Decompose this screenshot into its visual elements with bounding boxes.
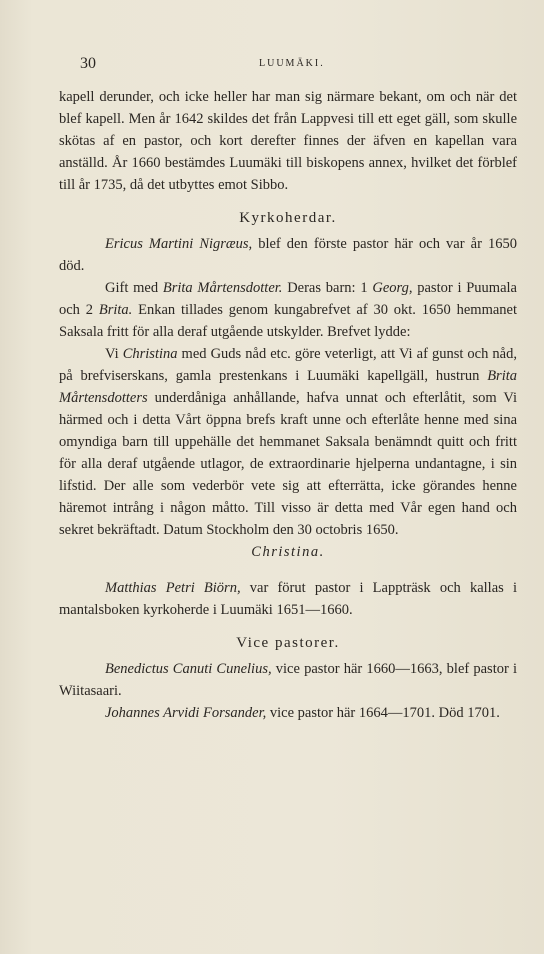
paragraph-cunelius	[59, 658, 517, 702]
paragraph-royal-letter	[59, 343, 517, 541]
paragraph-text: vice pastor här 1660—1663, blef pastor i Wiitasaari.	[59, 661, 517, 699]
person-name: Benedictus Canuti Cunelius,	[105, 661, 272, 677]
paragraph-text: blef den förste pastor här och var år 1650 död.	[59, 236, 517, 274]
paragraph-nigraeus	[59, 233, 517, 277]
person-name: Christina	[122, 346, 178, 362]
page-number: 30	[80, 55, 96, 72]
section-heading-kyrkoherdar: Kyrkoherdar.	[239, 210, 337, 226]
person-name: Brita Mårtensdotters	[59, 368, 517, 406]
paragraph-text: Gift med	[105, 280, 163, 296]
paragraph-forsander	[59, 702, 517, 724]
paragraph-text: underdåniga anhållande, hafva unnat och efterlåtit, som Vi härmed och i detta Vårt öppna brefs kraft unne och efterlåte henne med sina omyndiga barn till uppehälle det hemmanet Saksala benämndt quitt och fritt för alla deraf utgående utlagor, de extraordinarie hjelperna undantagne, i sin lifstid. Der alle som vederbör vete sig att efterrätta, icke görandes henne häremot intrång i någon måtto. Till visso är detta med Vår egen hand och sekret bekräftadt. Datum Stockholm den 30 octobris 1650.	[59, 390, 517, 538]
person-name: Johannes Arvidi Forsander,	[105, 705, 267, 721]
paragraph-biorn	[59, 577, 517, 621]
person-name: Georg,	[372, 280, 413, 296]
person-name: Matthias Petri Biörn,	[105, 580, 241, 596]
paragraph-intro: kapell derunder, och icke heller har man sig närmare bekant, om och när det blef kapell. Men år 1642 skildes det från Lappvesi till ett eget gäll, som skulle skötas af en pastor, och kort derefter finnes der äfven en kapellan vara anställd. År 1660 bestämdes Luumäki till biskopens annex, hvilket det förblef till år 1735, då det utbyttes emot Sibbo.	[59, 89, 517, 193]
paragraph-text: Deras barn: 1	[282, 280, 373, 296]
section-heading-vice-pastorer: Vice pastorer.	[236, 635, 340, 651]
paragraph-text: var förut pastor i Lappträsk och kallas i mantalsboken kyrkoherde i Luumäki 1651—1660.	[59, 580, 517, 618]
paragraph-family	[59, 277, 517, 343]
paragraph-text: med Guds nåd etc. göre veterligt, att Vi af gunst och nåd, på brefviserskans, gamla prestenkans i Luumäki kapellgäll, hustrun	[59, 346, 517, 384]
paragraph-text: vice pastor här 1664—1701. Död 1701.	[266, 705, 500, 721]
paragraph-text: Enkan tillades genom kungabrefvet af 30 okt. 1650 hemmanet Saksala fritt för alla deraf utgående utskylder. Brefvet lydde:	[59, 302, 517, 340]
running-title: LUUMÄKI.	[259, 58, 325, 69]
page-body	[59, 86, 517, 724]
paragraph-text: pastor i Puumala och 2	[59, 280, 517, 318]
person-name: Ericus Martini Nigræus,	[105, 236, 253, 252]
page-header	[0, 55, 544, 75]
person-name: Brita Mårtensdotter.	[162, 280, 283, 296]
paragraph-text: Vi	[105, 346, 123, 362]
signature-christina: Christina.	[251, 544, 325, 560]
person-name: Brita.	[98, 302, 133, 318]
